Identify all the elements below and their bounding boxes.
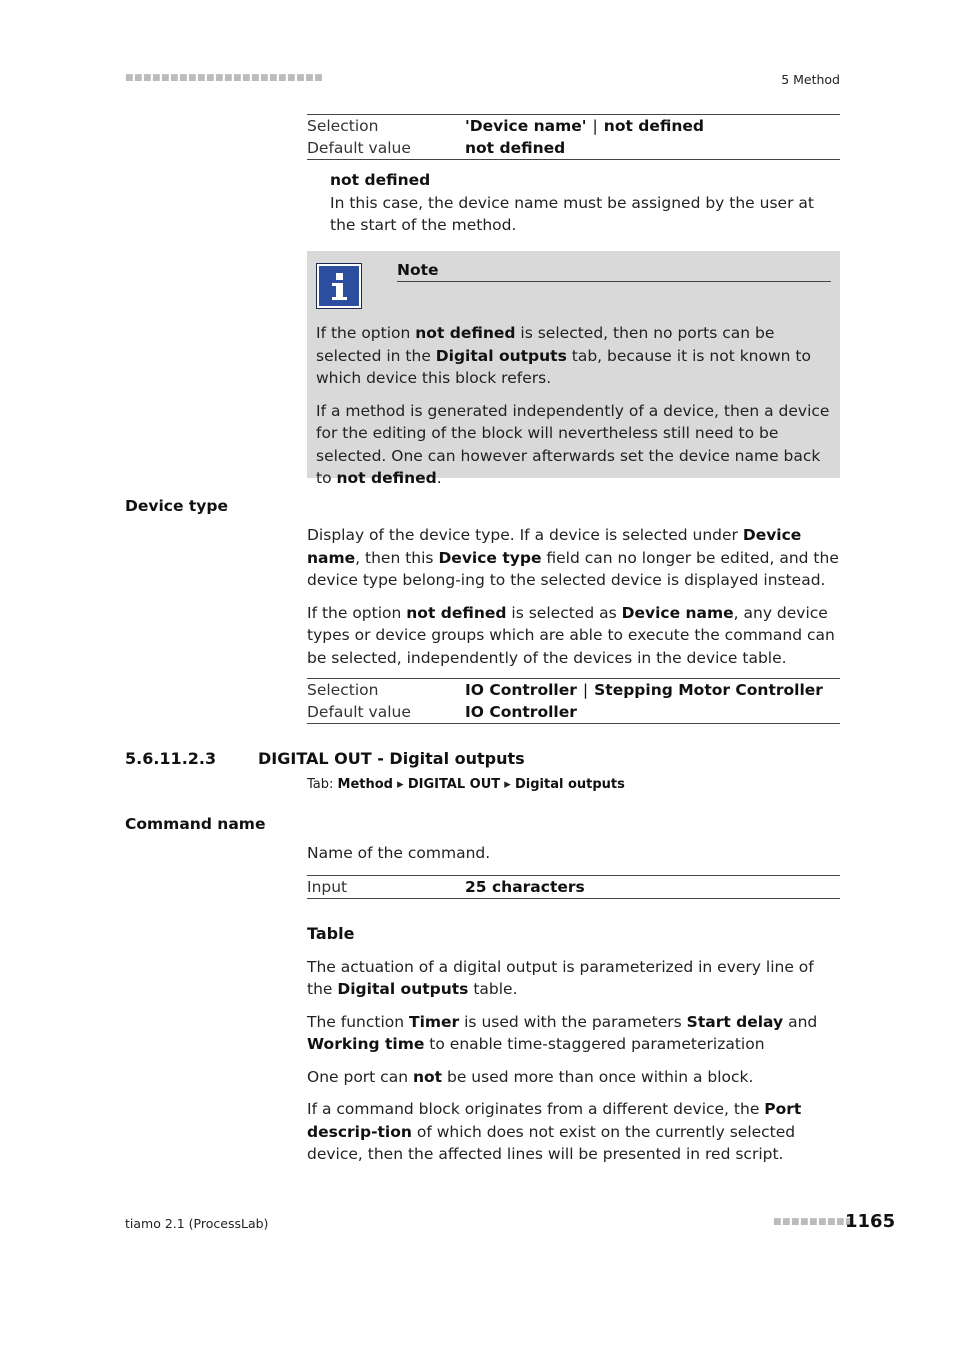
option-description: [330, 169, 842, 237]
table-section: [307, 923, 840, 1166]
table-heading: Table: [307, 924, 355, 943]
section-title: DIGITAL OUT - Digital outputs: [258, 749, 525, 768]
table-row: [307, 876, 840, 898]
paragraph: If a command block originates from a different device, the Port descrip-tion of which does not exist on the currently selected device, then the affected lines will be presented in red script.: [307, 1100, 802, 1163]
paragraph: Name of the command.: [307, 844, 491, 862]
param-value: IO Controller | Stepping Motor Controller: [465, 681, 823, 699]
table-row: [307, 701, 840, 723]
param-label: Default value: [307, 139, 411, 157]
arrow-icon: ▸: [397, 777, 404, 792]
note-title: Note: [397, 261, 831, 282]
command-name-param-table: [307, 875, 840, 899]
table-row: [307, 679, 840, 701]
option-title: not defined: [330, 171, 431, 189]
param-label: Selection: [307, 117, 379, 135]
param-value: IO Controller: [465, 703, 577, 721]
param-label: Selection: [307, 681, 379, 699]
param-label: Input: [307, 878, 348, 896]
command-name-heading: Command name: [125, 815, 266, 833]
paragraph: The actuation of a digital output is parameterized in every line of the Digital outputs table.: [307, 957, 814, 998]
command-name-body: [307, 842, 840, 865]
page-number: 1165: [845, 1211, 896, 1232]
header-decoration: ■■■■■■■■■■■■■■■■■■■■■■: [125, 73, 324, 83]
tab-path: Tab: Method ▸ DIGITAL OUT ▸ Digital outputs: [307, 777, 625, 792]
param-value: 'Device name' | not defined: [465, 117, 705, 135]
param-value: not defined: [465, 139, 566, 157]
device-type-body: [307, 524, 840, 669]
note-paragraph: If the option not defined is selected, then no ports can be selected in the Digital outputs tab, because it is not known to which device this block refers.: [316, 324, 811, 387]
info-icon: [316, 263, 362, 309]
note-body: [316, 322, 832, 490]
paragraph: If the option not defined is selected as Device name, any device types or device groups which are able to execute the command can be selected, independently of the devices in the device table.: [307, 603, 835, 667]
table-row: [307, 115, 840, 137]
param-label: Default value: [307, 703, 411, 721]
device-name-param-table: [307, 114, 840, 160]
table-row: [307, 137, 840, 159]
paragraph: The function Timer is used with the parameters Start delay and Working time to enable time-staggered parameterization: [307, 1012, 818, 1053]
note-box: [307, 251, 840, 487]
arrow-icon: ▸: [504, 777, 511, 792]
device-type-param-table: [307, 678, 840, 724]
param-value: 25 characters: [465, 878, 585, 896]
option-text: In this case, the device name must be assigned by the user at the start of the method.: [330, 193, 814, 234]
section-number: 5.6.11.2.3: [125, 749, 217, 768]
footer-decoration: ■■■■■■■■■: [773, 1217, 855, 1227]
paragraph: One port can not be used more than once within a block.: [307, 1067, 754, 1086]
device-type-heading: Device type: [125, 497, 229, 515]
chapter-label: 5 Method: [781, 72, 840, 87]
paragraph: Display of the device type. If a device is selected under Device name, then this Device type field can no longer be edited, and the device type belong-ing to the selected device is displayed instead.: [307, 526, 839, 589]
note-paragraph: If a method is generated independently of a device, then a device for the editing of the block will nevertheless still need to be selected. One can however afterwards set the device name back to not defined.: [316, 401, 830, 487]
footer-product: tiamo 2.1 (ProcessLab): [125, 1216, 269, 1231]
